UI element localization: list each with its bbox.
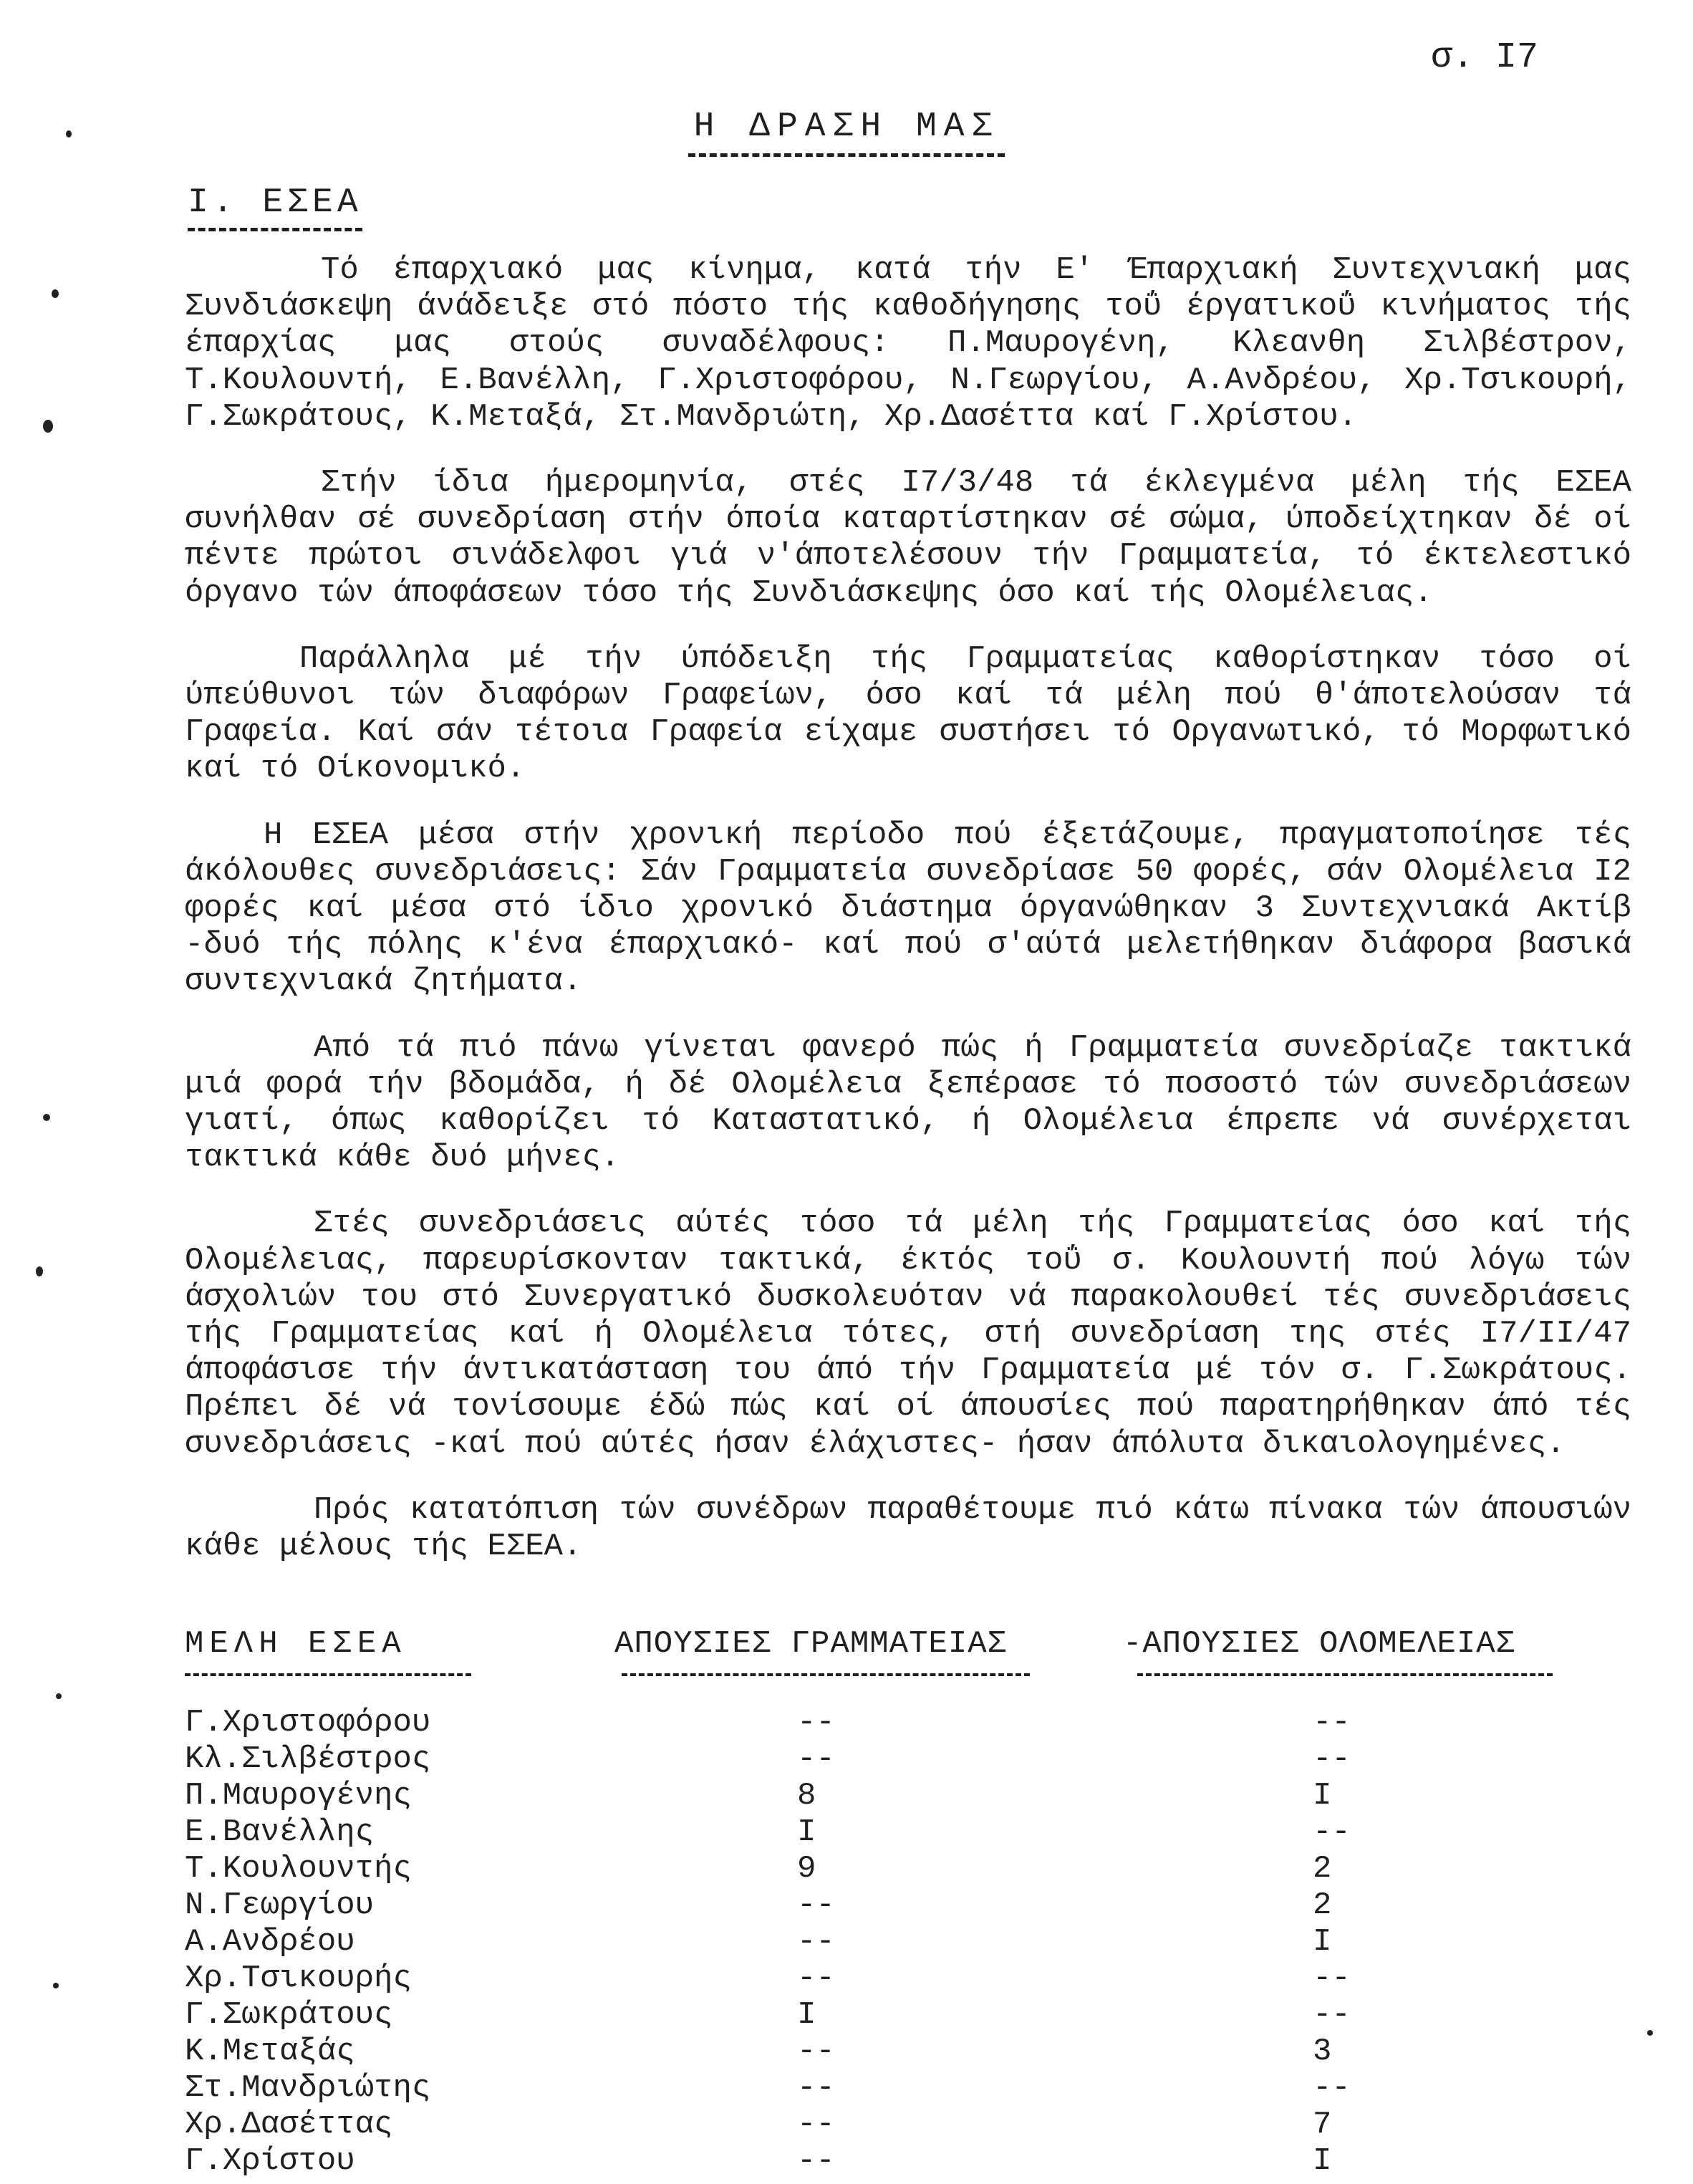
scan-speck (36, 1266, 43, 1276)
member-name: Τ.Κουλουντής (185, 1851, 412, 1887)
table-row (185, 1814, 1617, 1851)
column-header-plenary-absences: -ΑΠΟΥΣΙΕΣ ΟΛΟΜΕΛΕΙΑΣ (1123, 1626, 1516, 1662)
body-text (185, 252, 1631, 1594)
table-row (185, 1851, 1617, 1887)
table-row (185, 2143, 1617, 2180)
table-row (185, 2070, 1617, 2107)
plenary-absences: 7 (1313, 2107, 1332, 2142)
plenary-absences: 3 (1313, 2034, 1332, 2069)
member-name: Ν.Γεωργίου (185, 1887, 375, 1923)
secretariat-absences: -- (797, 2143, 835, 2179)
table-row (185, 1705, 1617, 1741)
absences-table (185, 1626, 1617, 2179)
table-row (185, 1997, 1617, 2034)
scan-speck (1647, 2030, 1653, 2036)
table-header-row (185, 1626, 1617, 1683)
plenary-absences: Ι (1313, 1778, 1332, 1814)
member-name: Κ.Μεταξάς (185, 2034, 355, 2069)
table-row (185, 1887, 1617, 1924)
secretariat-absences: -- (797, 1961, 835, 1996)
member-name: Γ.Χριστοφόρου (185, 1705, 431, 1741)
secretariat-absences: 8 (797, 1778, 816, 1814)
member-name: Στ.Μανδριώτης (185, 2070, 431, 2106)
paragraph: Από τά πιό πάνω γίνεται φανερό πώς ή Γραμματεία συνεδρίαζε τακτικά μιά φορά τήν βδομάδα, ή δέ Ολομέλεια ξεπέρασε τό ποσοστό τών συνεδριάσεων γιατί, όπως καθορίζει τό Καταστατικό, ή Ολομέλεια έπρεπε νά συνέρχεται τακτικά κάθε δυό μήνες. (185, 1029, 1631, 1176)
table-row (185, 2034, 1617, 2070)
column-header-members: ΜΕΛΗ ΕΣΕΑ (185, 1626, 407, 1662)
secretariat-absences: -- (797, 2107, 835, 2142)
table-row (185, 1741, 1617, 1778)
member-name: Γ.Χρίστου (185, 2143, 355, 2179)
table-body (185, 1705, 1617, 2180)
member-name: Χρ.Δασέττας (185, 2107, 393, 2142)
header-underline (185, 1673, 471, 1676)
page-title-text: Η ΔΡΑΣΗ ΜΑΣ (688, 107, 1005, 157)
header-underline (622, 1673, 1030, 1676)
plenary-absences: -- (1313, 2070, 1351, 2106)
scan-speck (43, 1114, 50, 1121)
paragraph: Στές συνεδριάσεις αύτές τόσο τά μέλη τής Γραμματείας όσο καί τής Ολομέλειας, παρευρίσκονταν τακτικά, έκτός τοΰ σ. Κουλουντή πού λόγω τών άσχολιών του στό Συνεργατικό δυσκολευόταν νά παρακολουθεί τές συνεδριάσεις τής Γραμματείας καί ή Ολομέλεια τότες, στή συνεδρίαση της στές Ι7/ΙΙ/47 άποφάσισε τήν άντικατάσταση του άπό τήν Γραμματεία μέ τόν σ. Γ.Σωκράτους. Πρέπει δέ νά τονίσουμε έδώ πώς καί οί άπουσίες πού παρατηρήθηκαν άπό τές συνεδριάσεις -καί πού αύτές ήσαν έλάχιστες- ήσαν άπόλυτα δικαιολογημένες. (185, 1206, 1631, 1462)
plenary-absences: 2 (1313, 1887, 1332, 1923)
member-name: Κλ.Σιλβέστρος (185, 1741, 431, 1777)
scan-speck (53, 1983, 59, 1988)
member-name: Χρ.Τσικουρής (185, 1961, 412, 1996)
scan-speck (52, 289, 59, 298)
secretariat-absences: -- (797, 1741, 835, 1777)
plenary-absences: 2 (1313, 1851, 1332, 1887)
paragraph: Η ΕΣΕΑ μέσα στήν χρονική περίοδο πού έξετάζουμε, πραγματοποίησε τές άκόλουθες συνεδριάσεις: Σάν Γραμματεία συνεδρίασε 50 φορές, σάν Ολομέλεια Ι2 φορές καί μέσα στό ίδιο χρονικό διάστημα όργανώθηκαν 3 Συντεχνιακά Ακτίβ -δυό τής πόλης κ'ένα έπαρχιακό- καί πού σ'αύτά μελετήθηκαν διάφορα βασικά συντεχνιακά ζητήματα. (185, 817, 1631, 1000)
plenary-absences: -- (1313, 1741, 1351, 1777)
plenary-absences: -- (1313, 1705, 1351, 1741)
secretariat-absences: Ι (797, 1814, 816, 1850)
member-name: Α.Ανδρέου (185, 1924, 355, 1960)
table-row (185, 1778, 1617, 1814)
secretariat-absences: -- (797, 1924, 835, 1960)
section-heading (188, 183, 362, 222)
secretariat-absences: -- (797, 1887, 835, 1923)
secretariat-absences: -- (797, 2034, 835, 2069)
scan-speck (56, 1693, 62, 1699)
secretariat-absences: 9 (797, 1851, 816, 1887)
plenary-absences: -- (1313, 1997, 1351, 2033)
paragraph: Στήν ίδια ήμερομηνία, στές Ι7/3/48 τά έκλεγμένα μέλη τής ΕΣΕΑ συνήλθαν σέ συνεδρίαση στήν όποία καταρτίστηκαν σέ σώμα, ύποδείχτηκαν δέ οί πέντε πρώτοι σινάδελφοι γιά ν'άποτελέσουν τήν Γραμματεία, τό έκτελεστικό όργανο τών άποφάσεων τόσο τής Συνδιάσκεψης όσο καί τής Ολομέλειας. (185, 465, 1631, 611)
table-row (185, 1961, 1617, 1997)
plenary-absences: -- (1313, 1814, 1351, 1850)
plenary-absences: Ι (1313, 2143, 1332, 2179)
header-underline (1137, 1673, 1553, 1676)
paragraph: Πρός κατατόπιση τών συνέδρων παραθέτουμε πιό κάτω πίνακα τών άπουσιών κάθε μέλους τής ΕΣΕΑ. (185, 1491, 1631, 1565)
page-number: σ. Ι7 (1431, 37, 1539, 78)
scan-speck (66, 130, 72, 138)
scan-speck (43, 420, 53, 433)
member-name: Ε.Βανέλλης (185, 1814, 375, 1850)
table-row (185, 1924, 1617, 1961)
paragraph: Παράλληλα μέ τήν ύπόδειξη τής Γραμματείας καθορίστηκαν τόσο οί ύπεύθυνοι τών διαφόρων Γραφείων, όσο καί τά μέλη πού θ'άποτελούσαν τά Γραφεία. Καί σάν τέτοια Γραφεία είχαμε συστήσει τό Οργανωτικό, τό Μορφωτικό καί τό Οίκονομικό. (185, 640, 1631, 787)
secretariat-absences: Ι (797, 1997, 816, 2033)
member-name: Γ.Σωκράτους (185, 1997, 393, 2033)
section-heading-text: Ι. ΕΣΕΑ (188, 183, 362, 231)
plenary-absences: -- (1313, 1961, 1351, 1996)
plenary-absences: Ι (1313, 1924, 1332, 1960)
secretariat-absences: -- (797, 1705, 835, 1741)
column-header-secretariat-absences: ΑΠΟΥΣΙΕΣ ΓΡΑΜΜΑΤΕΙΑΣ (614, 1626, 1008, 1662)
paragraph: Τό έπαρχιακό μας κίνημα, κατά τήν Ε' Έπαρχιακή Συντεχνιακή μας Συνδιάσκεψη άνάδειξε στό πόστο τής καθοδήγησης τοΰ έργατικοΰ κινήματος τής έπαρχίας μας στούς συναδέλφους: Π.Μαυρογένη, Κλεανθη Σιλβέστρον, Τ.Κουλουντή, Ε.Βανέλλη, Γ.Χριστοφόρου, Ν.Γεωργίου, Α.Ανδρέου, Χρ.Τσικουρή, Γ.Σωκράτους, Κ.Μεταξά, Στ.Μανδριώτη, Χρ.Δασέττα καί Γ.Χρίστου. (185, 252, 1631, 435)
page-title (0, 107, 1693, 146)
table-row (185, 2107, 1617, 2143)
secretariat-absences: -- (797, 2070, 835, 2106)
member-name: Π.Μαυρογένης (185, 1778, 412, 1814)
